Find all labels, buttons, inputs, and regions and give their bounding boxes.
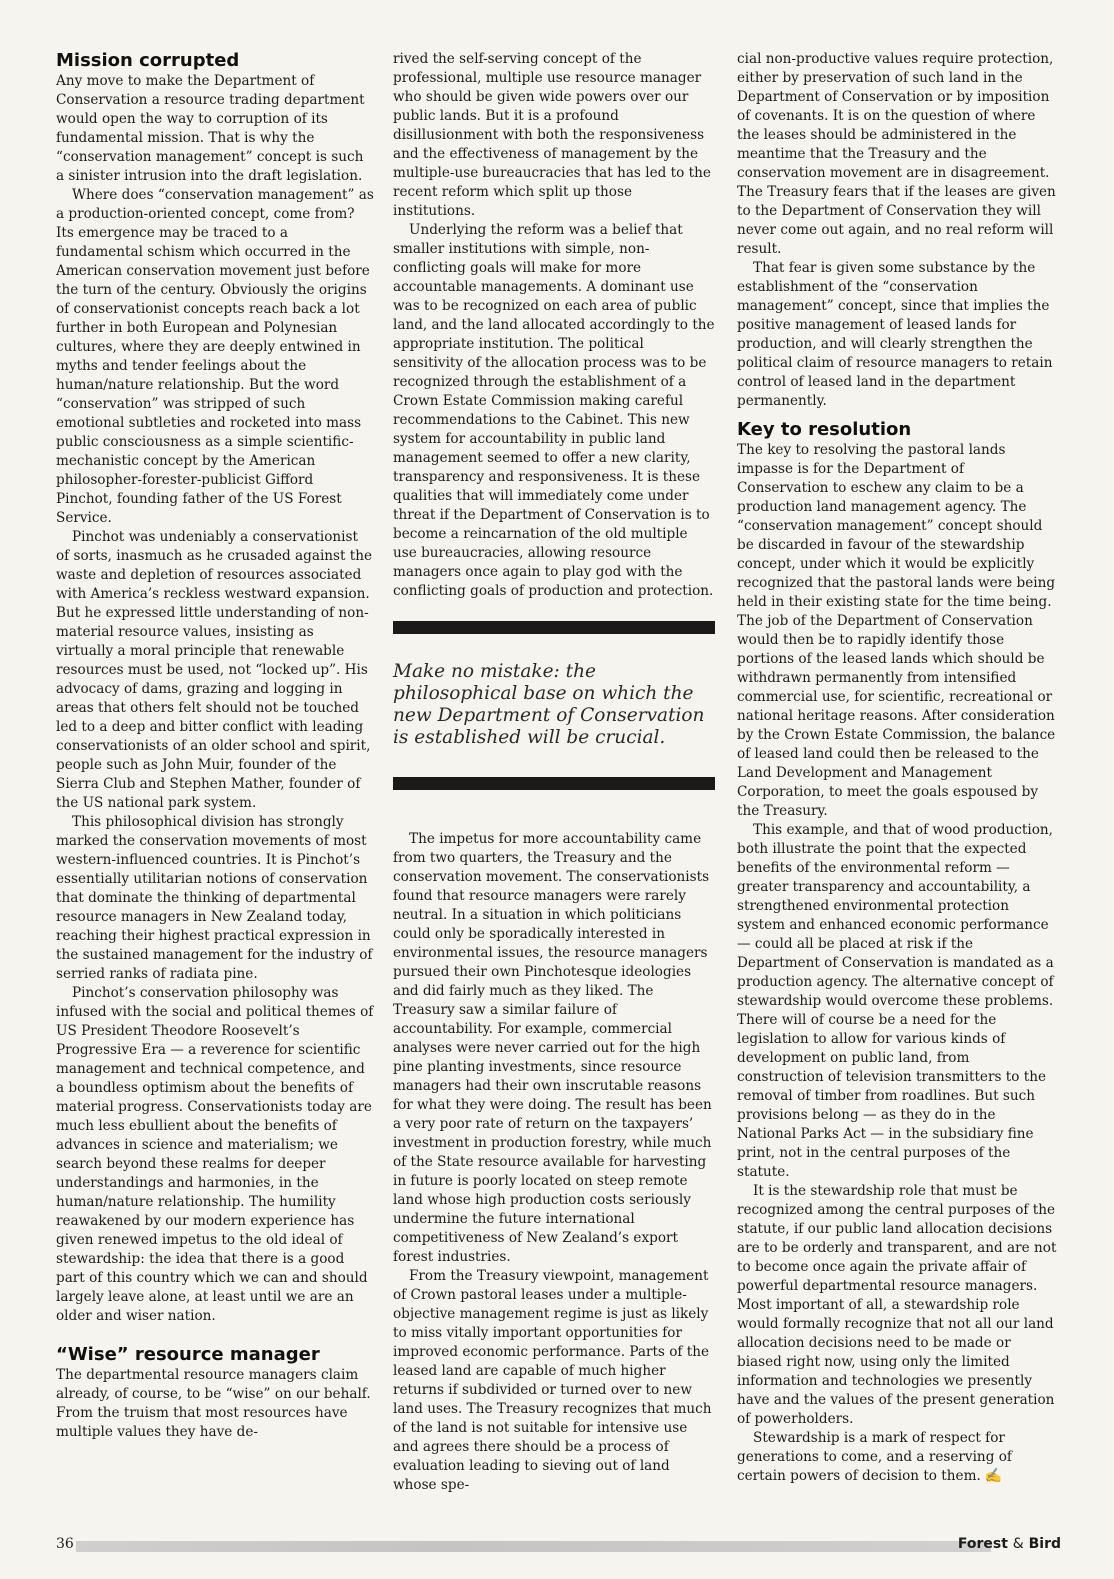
pull-quote: Make no mistake: the philosophical base on which the new Department of Conservation is established will be crucial. <box>393 661 705 748</box>
paragraph: It is the stewardship role that must be recognized among the central purposes of the statute, if our public land allocation decisions are to be orderly and transparent, and are not to become once again the private affair of powerful departmental resource managers. Most important of all, a stewardship role would formally recognize that not all our land allocation decisions need to be made or biased right now, using only the limited information and technologies we presently have and the values of the present generation of powerholders. <box>737 1183 1057 1427</box>
paragraph: The impetus for more accountability came from two quarters, the Treasury and the conservation movement. The conservationists found that resource managers were rarely neutral. In a situation in which politicians could only be sporadically interested in environmental issues, the resource managers pursued their own Pinchotesque ideologies and did fairly much as they liked. The Treasury saw a similar failure of accountability. For example, commercial analyses were never carried out for the high pine planting investments, since resource managers had their own inscrutable reasons for what they were doing. The result has been a very poor rate of return on the taxpayers’ investment in production forestry, while much of the State resource available for harvesting in future is poorly located on steep remote land whose high production costs seriously undermine the future international competitiveness of New Zealand’s export forest industries. <box>393 831 712 1265</box>
magazine-name-part2: Bird <box>1028 1536 1061 1552</box>
end-mark-icon: ✍ <box>984 1468 1003 1484</box>
heading-key-to-resolution: Key to resolution <box>737 419 912 440</box>
paragraph: Underlying the reform was a belief that smaller institutions with simple, non-conflicting goals will make for more accountable managements. A dominant use was to be recognized on each area of public land, and the land allocated accordingly to the appropriate institution. The political sensitivity of the allocation process was to be recognized through the establishment of a Crown Estate Commission making careful recommendations to the Cabinet. This new system for accountability in public land management seemed to offer a new clarity, transparency and responsiveness. It is these qualities that will immediately come under threat if the Department of Conservation is to become a reincarnation of the old multiple use bureaucracies, allowing resource managers once again to play god with the conflicting goals of production and protection. <box>393 222 715 599</box>
pull-quote-top-rule <box>393 621 715 634</box>
heading-wise-resource-manager: “Wise” resource manager <box>56 1344 320 1365</box>
magazine-name-part1: Forest <box>957 1536 1008 1552</box>
paragraph: This example, and that of wood production, both illustrate the point that the expected benefits of the environmental reform — greater transparency and accountability, a strengthened environmental protection system and enhanced economic performance — could all be placed at risk if the Department of Conservation is mandated as a production agency. The alternative concept of stewardship would overcome these problems. There will of course be a need for the legislation to allow for various kinds of development on public land, from construction of television transmitters to the removal of timber from roadlines. But such provisions belong — as they do in the National Parks Act — in the subsidiary fine print, not in the central purposes of the statute. <box>737 822 1054 1180</box>
magazine-name <box>958 1536 1061 1552</box>
paragraph: The departmental resource managers claim already, of course, to be “wise” on our behalf. From the truism that most resources have multiple values they have de- <box>56 1367 371 1440</box>
magazine-name-amp: & <box>1012 1536 1024 1552</box>
paragraph-text: Stewardship is a mark of respect for generations to come, and a reserving of certain powers of decision to them. <box>737 1430 1012 1484</box>
paragraph-final <box>737 1429 1059 1486</box>
pull-quote-block <box>393 621 715 790</box>
column-3 <box>737 50 1059 1486</box>
page-footer <box>56 1533 1061 1557</box>
heading-mission-corrupted: Mission corrupted <box>56 50 240 71</box>
paragraph: The key to resolving the pastoral lands impasse is for the Department of Conservation to eschew any claim to be a production land management agency. The “conservation management” concept should be discarded in favour of the stewardship concept, under which it would be explicitly recognized that the pastoral lands were being held in their existing state for the time being. The job of the Department of Conservation would then be to rapidly identify those portions of the leased lands which should be withdrawn permanently from intensified commercial use, for scientific, recreational or national heritage reasons. After consideration by the Crown Estate Commission, the balance of leased land could then be released to the Land Development and Management Corporation, to meet the goals espoused by the Treasury. <box>737 442 1056 819</box>
paragraph: From the Treasury viewpoint, management of Crown pastoral leases under a multiple-objective management regime is just as likely to miss vitally important opportunities for improved economic performance. Parts of the leased land are capable of much higher returns if subdivided or turned over to new land uses. The Treasury recognizes that much of the land is not suitable for intensive use and agrees there should be a process of evaluation leading to sieving out of land whose spe- <box>393 1268 712 1493</box>
paragraph: That fear is given some substance by the establishment of the “conservation management” concept, since that implies the positive management of leased lands for production, and will clearly strengthen the political claim of resource managers to retain control of leased land in the department permanently. <box>737 260 1053 409</box>
paragraph: cial non-productive values require protection, either by preservation of such land in the Department of Conservation or by imposition of covenants. It is on the question of where the leases should be administered in the meantime that the Treasury and the conservation movement are in disagreement. The Treasury fears that if the leases are given to the Department of Conservation they will never come out again, and no real reform will result. <box>737 51 1056 257</box>
paragraph: This philosophical division has strongly marked the conservation movements of most western-influenced countries. It is Pinchot’s essentially utilitarian notions of conservation that dominate the thinking of departmental resource managers in New Zealand today, reaching their highest practical expression in the sustained management for the industry of serried ranks of radiata pine. <box>56 814 373 982</box>
paragraph: Where does “conservation management” as a production-oriented concept, come from? Its emergence may be traced to a fundamental schism which occurred in the American conservation movement just before the turn of the century. Obviously the origins of conservationist concepts reach back a lot further in both European and Polynesian cultures, where they are deeply entwined in myths and tender feelings about the human/nature relationship. But the word “conservation” was stripped of such emotional subtleties and rocketed into mass public consciousness as a simple scientific-mechanistic concept by the American philosopher-forester-publicist Gifford Pinchot, founding father of the US Forest Service. <box>56 187 374 526</box>
paragraph: Pinchot was undeniably a conservationist of sorts, inasmuch as he crusaded against the waste and depletion of resources associated with America’s reckless westward expansion. But he expressed little understanding of non-material resource values, insisting as virtually a moral principle that renewable resources must be used, not “locked up”. His advocacy of dams, grazing and logging in areas that others felt should not be touched led to a deep and bitter conflict with leading conservationists of an older school and spirit, people such as John Muir, founder of the Sierra Club and Stephen Mather, founder of the US national park system. <box>56 529 373 811</box>
paragraph: rived the self-serving concept of the professional, multiple use resource manager who should be given wide powers over our public lands. But it is a profound disillusionment with both the responsiveness and the effectiveness of management by the multiple-use bureaucracies that has led to the recent reform which split up those institutions. <box>393 51 711 219</box>
paragraph: Pinchot’s conservation philosophy was infused with the social and political themes of US President Theodore Roosevelt’s Progressive Era — a reverence for scientific management and technical competence, and a boundless optimism about the benefits of material progress. Conservationists today are much less ebullient about the benefits of advances in science and materialism; we search beyond these realms for deeper understandings and harmonies, in the human/nature relationship. The humility reawakened by our modern experience has given renewed impetus to the old ideal of stewardship: the idea that there is a good part of this country which we can and should largely leave alone, at least until we are an older and wiser nation. <box>56 985 374 1324</box>
column-2 <box>393 50 715 1495</box>
column-1 <box>56 50 374 1442</box>
footer-band <box>76 1541 991 1552</box>
page-number: 36 <box>56 1536 74 1552</box>
pull-quote-bottom-rule <box>393 777 715 790</box>
paragraph: Any move to make the Department of Conservation a resource trading department would open the way to corruption of its fundamental mission. That is why the “conservation management” concept is such a sinister intrusion into the draft legislation. <box>56 73 365 184</box>
